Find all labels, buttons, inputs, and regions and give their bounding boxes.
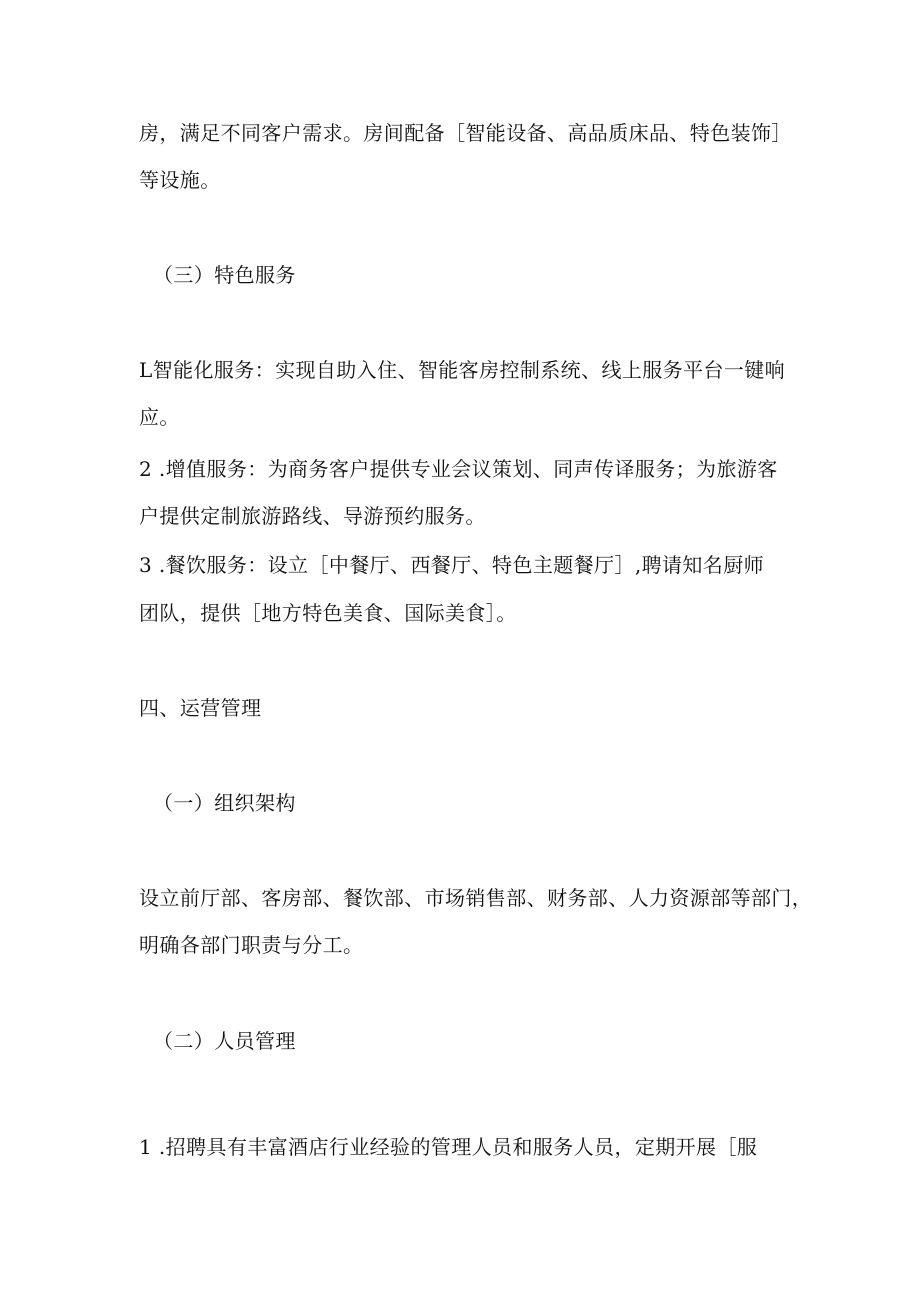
paragraph-line: 等设施。 bbox=[139, 168, 221, 192]
paragraph-line: 户提供定制旅游路线、导游预约服务。 bbox=[139, 504, 486, 528]
section-heading: 四、运营管理 bbox=[139, 696, 262, 720]
list-item: L智能化服务：实现自助入住、智能客房控制系统、线上服务平台一键响 bbox=[139, 358, 786, 382]
paragraph-line: 团队，提供［地方特色美食、国际美食］。 bbox=[139, 601, 517, 625]
list-item: 2 .增值服务：为商务客户提供专业会议策划、同声传译服务；为旅游客 bbox=[139, 457, 778, 481]
paragraph-line: 房，满足不同客户需求。房间配备［智能设备、高品质床品、特色装饰］ bbox=[139, 121, 792, 145]
list-item: 1 .招聘具有丰富酒店行业经验的管理人员和服务人员，定期开展［服 bbox=[139, 1135, 758, 1159]
paragraph-line: 应。 bbox=[139, 405, 180, 429]
subsection-heading: （三）特色服务 bbox=[153, 263, 296, 287]
list-item: 3 .餐饮服务：设立［中餐厅、西餐厅、特色主题餐厅］,聘请知名厨师 bbox=[139, 553, 764, 577]
paragraph-line: 设立前厅部、客房部、餐饮部、市场销售部、财务部、人力资源部等部门， bbox=[139, 886, 813, 910]
subsection-heading: （二）人员管理 bbox=[153, 1029, 296, 1053]
subsection-heading: （一）组织架构 bbox=[153, 791, 296, 815]
paragraph-line: 明确各部门职责与分工。 bbox=[139, 933, 364, 957]
